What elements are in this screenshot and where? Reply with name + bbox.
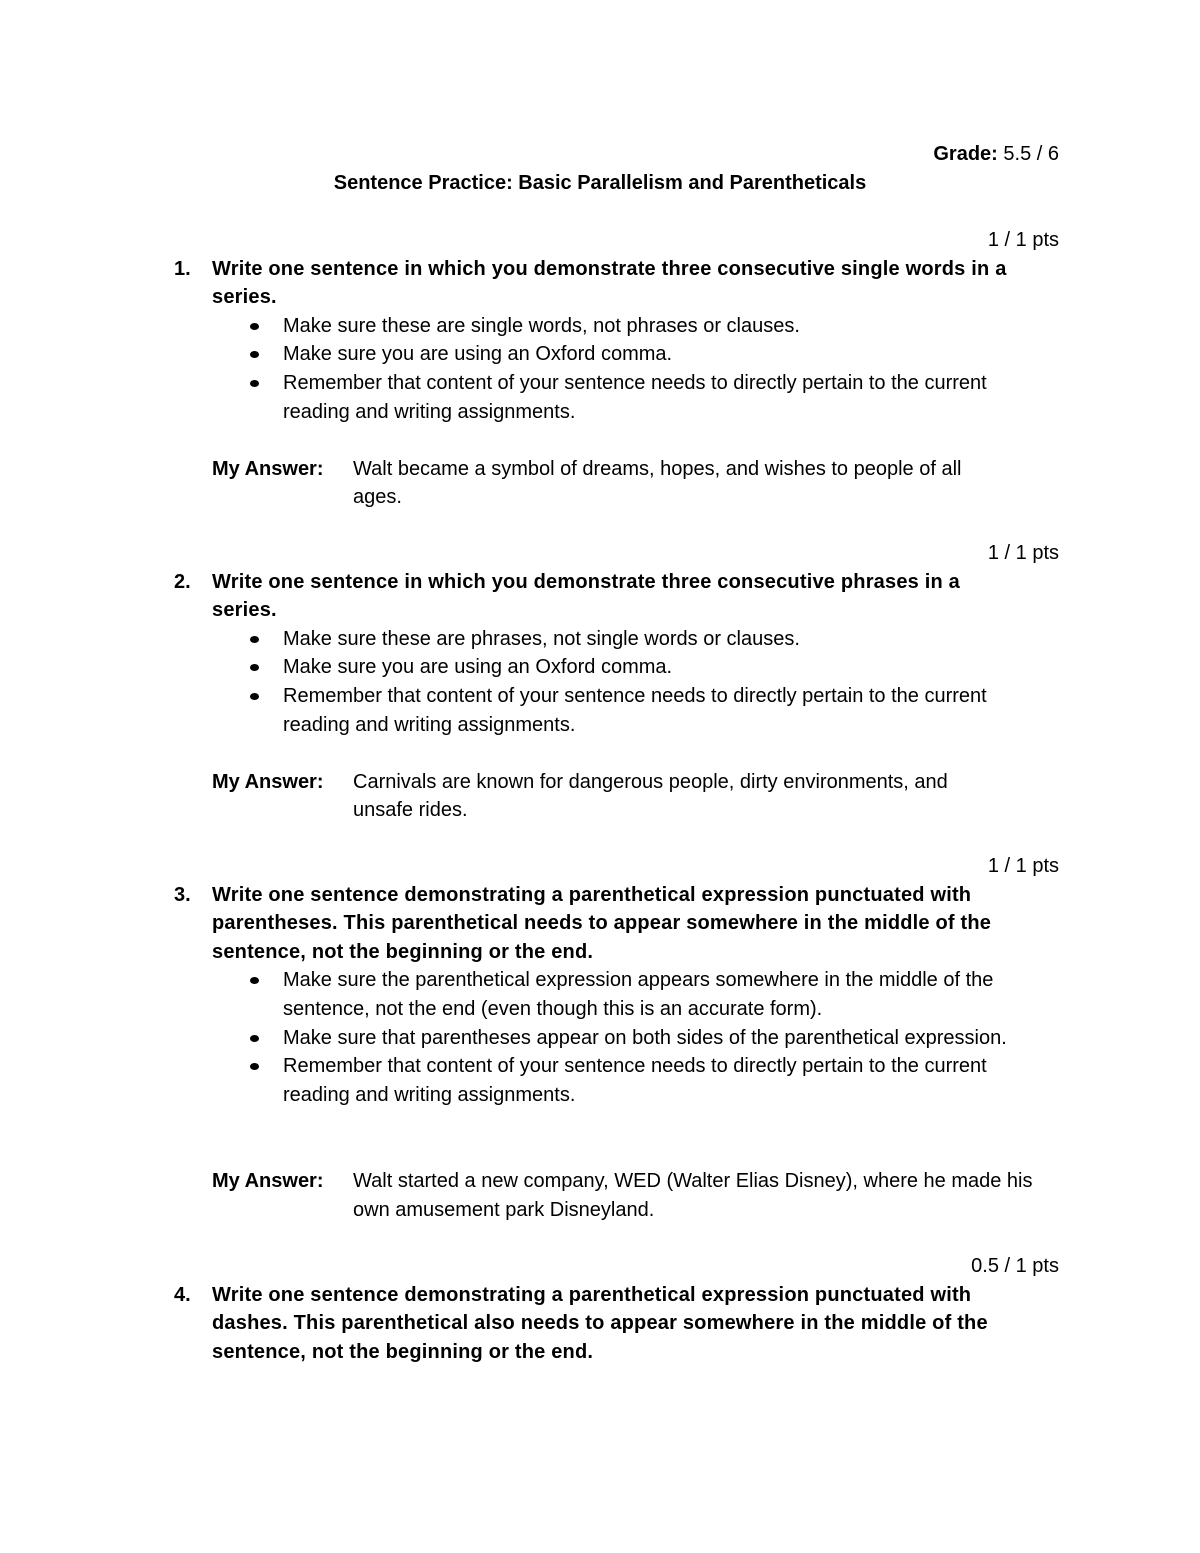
grade-line (933, 140, 1059, 169)
list-item (248, 1024, 1058, 1053)
list-item (248, 1052, 1058, 1109)
answer-label: My Answer: (212, 457, 324, 480)
bullet-icon (250, 351, 259, 358)
answer-text: Walt became a symbol of dreams, hopes, and wishes to people of all ages. (353, 457, 962, 509)
list-item (248, 653, 1058, 682)
list-item (248, 682, 1058, 739)
question-number: 1. (174, 257, 191, 280)
bullet-icon (250, 1063, 259, 1070)
list-item (248, 369, 1058, 426)
grade-value: 5.5 / 6 (1003, 143, 1059, 165)
list-item (248, 966, 1058, 1023)
instruction-text: Remember that content of your sentence needs to directly pertain to the current reading and writing assignments. (283, 371, 987, 423)
question-points: 1 / 1 pts (987, 855, 1059, 877)
bullet-icon (250, 1035, 259, 1042)
question-number: 4. (174, 1283, 191, 1306)
grade-label: Grade: (933, 143, 998, 165)
instruction-text: Make sure you are using an Oxford comma. (283, 656, 673, 679)
bullet-icon (250, 380, 259, 387)
instruction-text: Remember that content of your sentence needs to directly pertain to the current reading and writing assignments. (283, 1055, 987, 1106)
instruction-text: Make sure these are single words, not phrases or clauses. (283, 314, 800, 337)
question-points: 0.5 / 1 pts (971, 1255, 1059, 1277)
document-title: Sentence Practice: Basic Parallelism and Parentheticals (333, 172, 867, 194)
instruction-text: Make sure these are phrases, not single words or clauses. (283, 627, 800, 650)
answer-text: Carnivals are known for dangerous people, dirty environments, and unsafe rides. (353, 770, 948, 822)
answer-label: My Answer: (212, 770, 324, 793)
answer-label: My Answer: (212, 1170, 324, 1192)
list-item (248, 340, 1058, 369)
instruction-text: Remember that content of your sentence needs to directly pertain to the current reading and writing assignments. (283, 684, 987, 736)
question-2 (0, 539, 1200, 829)
instruction-text: Make sure the parenthetical expression appears somewhere in the middle of the sentence, not the end (even though this is an accurate form). (283, 969, 994, 1020)
question-points: 1 / 1 pts (987, 229, 1059, 251)
question-4 (0, 1252, 1200, 1372)
bullet-icon (250, 323, 259, 330)
instruction-list (248, 625, 1058, 739)
question-prompt: Write one sentence demonstrating a parenthetical expression punctuated with dashes. This parenthetical also needs to appear somewhere in the middle of the sentence, not the beginning or the end. (212, 1283, 988, 1363)
question-points: 1 / 1 pts (987, 542, 1059, 564)
bullet-icon (250, 977, 259, 984)
bullet-icon (250, 693, 259, 700)
answer-text: Walt started a new company, WED (Walter Elias Disney), where he made his own amusement park Disneyland. (353, 1170, 1033, 1221)
instruction-text: Make sure you are using an Oxford comma. (283, 343, 673, 366)
list-item (248, 312, 1058, 341)
list-item (248, 625, 1058, 654)
question-prompt: Write one sentence in which you demonstrate three consecutive phrases in a series. (212, 570, 960, 622)
bullet-icon (250, 636, 259, 643)
instruction-list (248, 312, 1058, 426)
question-1 (0, 226, 1200, 516)
question-prompt: Write one sentence in which you demonstrate three consecutive single words in a series. (212, 257, 1007, 309)
question-number: 3. (174, 883, 191, 906)
question-number: 2. (174, 570, 191, 593)
instruction-text: Make sure that parentheses appear on both sides of the parenthetical expression. (283, 1026, 1007, 1049)
instruction-list (248, 966, 1058, 1109)
question-prompt: Write one sentence demonstrating a parenthetical expression punctuated with parentheses. This parenthetical needs to appear somewhere in the middle of the sentence, not the beginning or the end. (212, 883, 992, 963)
bullet-icon (250, 664, 259, 671)
question-3 (0, 852, 1200, 1232)
